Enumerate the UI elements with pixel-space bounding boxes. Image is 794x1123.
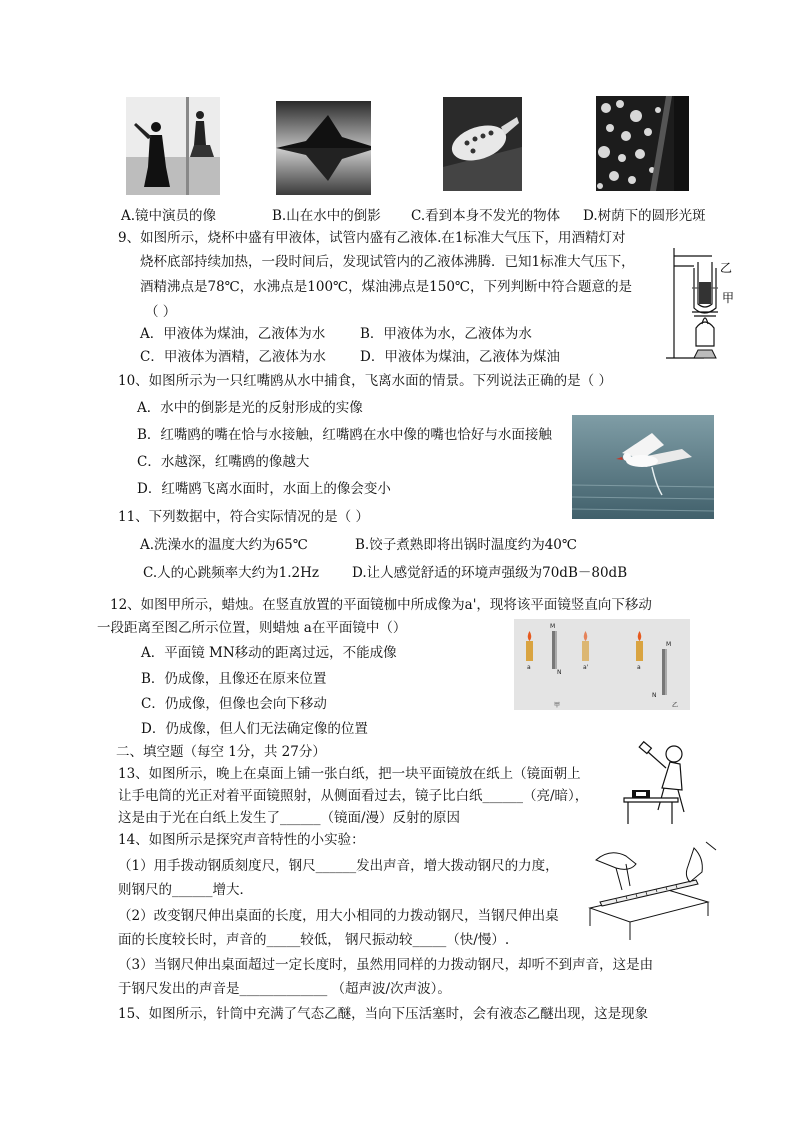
q11-option-d: D.让人感觉舒适的环境声强级为70dB－80dB xyxy=(352,565,628,581)
section-2-heading: 二、填空题（每空 1分，共 27分） xyxy=(116,744,326,760)
q11-stem: 11、下列数据中，符合实际情况的是（ ） xyxy=(118,509,369,525)
q9-line3: 酒精沸点是78℃，水沸点是100℃，煤油沸点是150℃，下列判断中符合题意的是 xyxy=(140,279,633,295)
q9-option-d: D．甲液体为煤油，乙液体为煤油 xyxy=(360,349,560,365)
caption-c: C.看到本身不发光的物体 xyxy=(411,208,561,224)
q14-part1-a: （1）用手拨动钢质刻度尺，钢尺______发出声音，增大拨动钢尺的力度， xyxy=(118,858,559,874)
q9-option-c: C．甲液体为酒精，乙液体为水 xyxy=(140,349,326,365)
q9-line1: 9、如图所示，烧杯中盛有甲液体，试管内盛有乙液体.在1标准大气压下，用酒精灯对 xyxy=(118,230,626,246)
q10-option-c: C．水越深，红嘴鸥的像越大 xyxy=(137,454,310,470)
q11-option-b: B.饺子煮熟即将出锅时温度约为40℃ xyxy=(355,537,577,553)
q14-part2-a: （2）改变钢尺伸出桌面的长度，用大小相同的力拨动钢尺，当钢尺伸出桌 xyxy=(118,908,559,924)
q12-fig-label-m1: M xyxy=(550,623,556,630)
q12-option-a: A．平面镜 MN移动的距离过远，不能成像 xyxy=(141,645,397,661)
boiling-apparatus-figure xyxy=(664,246,744,364)
q14-stem: 14、如图所示是探究声音特性的小实验： xyxy=(118,832,365,848)
q12-fig-label-m2: M xyxy=(666,641,672,648)
flashlight-mirror-figure xyxy=(622,740,702,826)
gull-over-water-image xyxy=(572,415,714,519)
caption-b: B.山在水中的倒影 xyxy=(272,208,381,224)
q14-part3-b: 于钢尺发出的声音是_____________ （超声波/次声波）。 xyxy=(118,981,451,997)
q10-option-a: A．水中的倒影是光的反射形成的实像 xyxy=(137,400,363,416)
q14-part2-b: 面的长度较长时，声音的_____较低， 钢尺振动较_____（快/慢）. xyxy=(118,932,510,948)
q13-line2: 让手电筒的光正对着平面镜照射，从侧面看过去，镜子比白纸______（亮/暗）， xyxy=(118,788,589,804)
q12-fig-label-n1: N xyxy=(557,669,562,676)
q11-option-a: A.洗澡水的温度大约为65℃ xyxy=(140,537,308,553)
mountain-reflection-image xyxy=(276,101,371,195)
q9-fig-label-jia: 甲 xyxy=(722,291,735,305)
q15-line1: 15、如图所示，针筒中充满了气态乙醚，当向下压活塞时，会有液态乙醚出现，这是现象 xyxy=(118,1006,649,1022)
q9-line2: 烧杯底部持续加热，一段时间后，发现试管内的乙液体沸腾．已知1标准大气压下， xyxy=(140,254,635,270)
q9-line4: （ ） xyxy=(145,304,177,320)
q12-fig-label-a2: a' xyxy=(583,664,589,671)
mirror-dancer-image xyxy=(126,97,220,195)
q12-option-d: D．仍成像，但人们无法确定像的位置 xyxy=(141,721,368,737)
q12-line2: 一段距离至图乙所示位置，则蜡烛 a在平面镜中（） xyxy=(97,620,407,636)
q9-option-b: B．甲液体为水，乙液体为水 xyxy=(360,326,532,342)
q14-part3-a: （3）当钢尺伸出桌面超过一定长度时，虽然用同样的力拨动钢尺，却听不到声音，这是由 xyxy=(118,957,654,973)
q12-fig-label-n2: N xyxy=(652,692,657,699)
q12-fig-label-a1: a xyxy=(527,664,531,671)
q12-fig-caption-yi: 乙 xyxy=(672,702,679,709)
q14-part1-b: 则钢尺的______增大． xyxy=(118,882,253,898)
q12-fig-label-a3: a xyxy=(637,664,641,671)
q12-option-b: B．仍成像，且像还在原来位置 xyxy=(141,671,327,687)
q9-option-a: A．甲液体为煤油，乙液体为水 xyxy=(140,326,326,342)
q10-option-b: B．红嘴鸥的嘴在恰与水接触，红嘴鸥在水中像的嘴也恰好与水面接触 xyxy=(137,427,552,443)
q11-option-c: C.人的心跳频率大约为1.2Hz xyxy=(143,565,319,581)
caption-a: A.镜中演员的像 xyxy=(121,208,217,224)
q10-option-d: D．红嘴鸥飞离水面时，水面上的像会变小 xyxy=(137,481,391,497)
caption-d: D.树荫下的圆形光斑 xyxy=(583,208,706,224)
plane-mirror-candle-figure xyxy=(514,619,690,710)
q12-line1: 12、如图甲所示，蜡烛。在竖直放置的平面镜枷中所成像为a'，现将该平面镜竖直向下移动 xyxy=(110,597,652,613)
ruler-vibration-figure xyxy=(586,838,720,942)
q12-fig-caption-jia: 甲 xyxy=(554,702,561,709)
q9-fig-label-yi: 乙 xyxy=(720,261,733,275)
ocarina-image xyxy=(443,97,522,191)
q13-line3: 这是由于光在白纸上发生了______（镜面/漫）反射的原因 xyxy=(118,810,461,826)
q13-line1: 13、如图所示，晚上在桌面上铺一张白纸，把一块平面镜放在纸上（镜面朝上 xyxy=(118,766,581,782)
q12-option-c: C．仍成像，但像也会向下移动 xyxy=(141,696,327,712)
tree-shade-light-spots-image xyxy=(596,96,689,191)
q10-stem: 10、如图所示为一只红嘴鸥从水中捕食，飞离水面的情景。下列说法正确的是（ ） xyxy=(118,373,612,389)
